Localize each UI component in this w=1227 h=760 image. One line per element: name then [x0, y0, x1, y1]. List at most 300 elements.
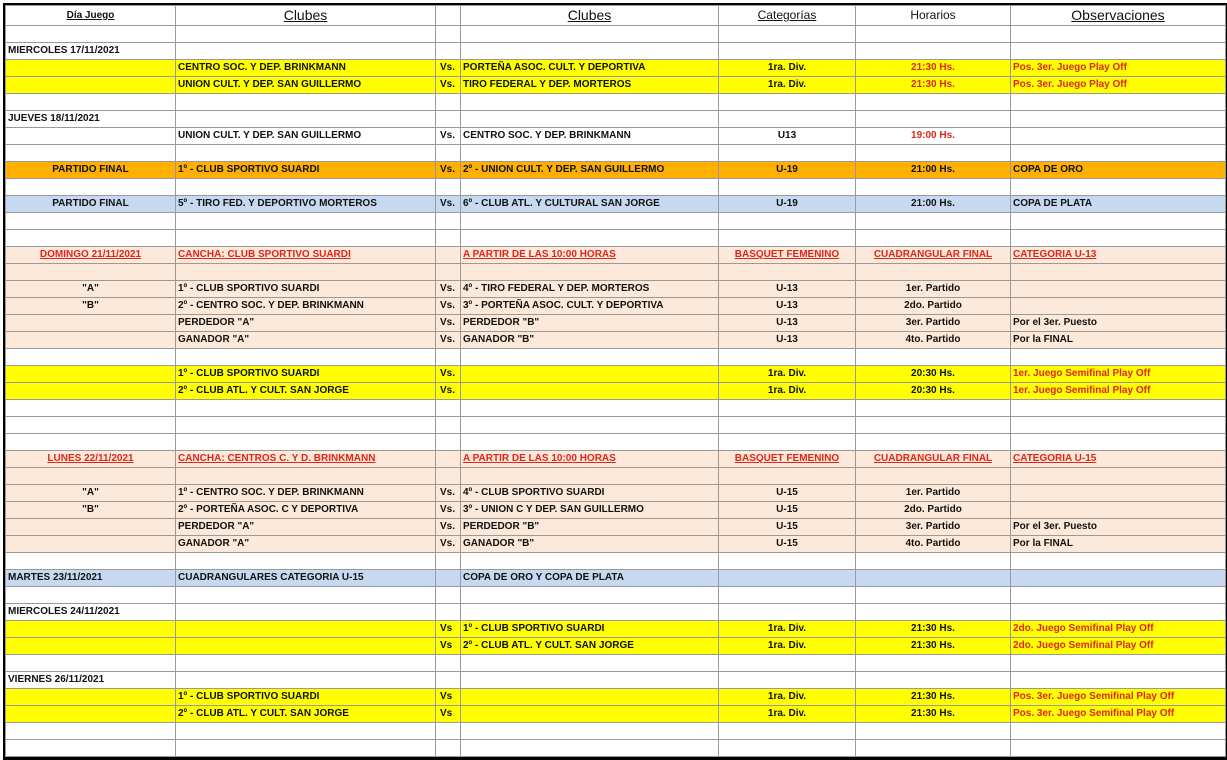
- table-row: [6, 230, 1226, 247]
- cell-horario: 4to. Partido: [856, 332, 1011, 349]
- cell-vs: [436, 230, 461, 247]
- cell-club-local: 1º - CLUB SPORTIVO SUARDI: [176, 281, 436, 298]
- cell-observacion: [1011, 230, 1226, 247]
- cell-club-visitante: CENTRO SOC. Y DEP. BRINKMANN: [461, 128, 719, 145]
- cell-vs: [436, 723, 461, 740]
- cell-categoria: [719, 213, 856, 230]
- cell-observacion: [1011, 502, 1226, 519]
- cell-club-visitante: [461, 94, 719, 111]
- cell-dia: [6, 587, 176, 604]
- cell-dia: [6, 689, 176, 706]
- cell-observacion: Por la FINAL: [1011, 332, 1226, 349]
- cell-categoria: [719, 672, 856, 689]
- table-row: [6, 723, 1226, 740]
- cell-club-visitante: [461, 587, 719, 604]
- cell-club-local: [176, 621, 436, 638]
- cell-vs: Vs.: [436, 281, 461, 298]
- cell-dia: [6, 366, 176, 383]
- cell-dia: [6, 536, 176, 553]
- cell-categoria: [719, 111, 856, 128]
- cell-vs: Vs: [436, 706, 461, 723]
- cell-horario: [856, 94, 1011, 111]
- cell-club-local: GANADOR "A": [176, 536, 436, 553]
- cell-categoria: [719, 145, 856, 162]
- cell-horario: [856, 213, 1011, 230]
- cell-categoria: [719, 553, 856, 570]
- cell-club-visitante: [461, 706, 719, 723]
- table-row: [6, 655, 1226, 672]
- cell-dia: [6, 264, 176, 281]
- cell-horario: 21:30 Hs.: [856, 77, 1011, 94]
- cell-observacion: Pos. 3er. Juego Play Off: [1011, 60, 1226, 77]
- cell-horario: [856, 400, 1011, 417]
- cell-dia: [6, 77, 176, 94]
- cell-horario: 2do. Partido: [856, 298, 1011, 315]
- cell-club-local: 1º - CLUB SPORTIVO SUARDI: [176, 689, 436, 706]
- cell-club-visitante: 4º - TIRO FEDERAL Y DEP. MORTEROS: [461, 281, 719, 298]
- cell-club-visitante: [461, 723, 719, 740]
- table-row: [6, 672, 1226, 689]
- cell-categoria: 1ra. Div.: [719, 621, 856, 638]
- cell-club-local: [176, 468, 436, 485]
- cell-vs: [436, 179, 461, 196]
- cell-club-local: [176, 604, 436, 621]
- schedule-sheet: [3, 3, 1227, 760]
- cell-horario: 1er. Partido: [856, 281, 1011, 298]
- cell-club-local: [176, 145, 436, 162]
- cell-horario: CUADRANGULAR FINAL: [856, 451, 1011, 468]
- cell-observacion: [1011, 604, 1226, 621]
- cell-club-local: 2º - PORTEÑA ASOC. C Y DEPORTIVA: [176, 502, 436, 519]
- cell-dia: [6, 383, 176, 400]
- cell-club-local: 2º - CLUB ATL. Y CULT. SAN JORGE: [176, 706, 436, 723]
- cell-horario: 3er. Partido: [856, 519, 1011, 536]
- cell-observacion: Pos. 3er. Juego Semifinal Play Off: [1011, 689, 1226, 706]
- table-row: [6, 366, 1226, 383]
- table-row: [6, 60, 1226, 77]
- cell-categoria: [719, 434, 856, 451]
- cell-vs: [436, 349, 461, 366]
- cell-club-local: [176, 723, 436, 740]
- cell-horario: [856, 43, 1011, 60]
- cell-categoria: [719, 740, 856, 757]
- cell-vs: [436, 264, 461, 281]
- cell-categoria: BASQUET FEMENINO: [719, 451, 856, 468]
- cell-categoria: [719, 264, 856, 281]
- cell-dia: LUNES 22/11/2021: [6, 451, 176, 468]
- cell-club-local: PERDEDOR "A": [176, 315, 436, 332]
- table-row: [6, 536, 1226, 553]
- cell-club-visitante: A PARTIR DE LAS 10:00 HORAS: [461, 247, 719, 264]
- cell-observacion: [1011, 213, 1226, 230]
- cell-categoria: U-13: [719, 281, 856, 298]
- cell-categoria: [719, 417, 856, 434]
- cell-dia: PARTIDO FINAL: [6, 162, 176, 179]
- cell-vs: [436, 740, 461, 757]
- cell-horario: [856, 179, 1011, 196]
- header-categorias: Categorías: [719, 6, 856, 26]
- cell-club-visitante: 4º - CLUB SPORTIVO SUARDI: [461, 485, 719, 502]
- cell-vs: Vs.: [436, 519, 461, 536]
- cell-club-local: PERDEDOR "A": [176, 519, 436, 536]
- cell-vs: Vs.: [436, 128, 461, 145]
- cell-horario: 20:30 Hs.: [856, 383, 1011, 400]
- cell-observacion: 2do. Juego Semifinal Play Off: [1011, 621, 1226, 638]
- cell-dia: [6, 723, 176, 740]
- cell-club-visitante: [461, 417, 719, 434]
- cell-vs: [436, 655, 461, 672]
- cell-observacion: CATEGORIA U-15: [1011, 451, 1226, 468]
- cell-horario: [856, 264, 1011, 281]
- cell-club-local: CANCHA: CENTROS C. Y D. BRINKMANN: [176, 451, 436, 468]
- cell-categoria: [719, 349, 856, 366]
- cell-observacion: [1011, 655, 1226, 672]
- table-row: [6, 26, 1226, 43]
- cell-categoria: [719, 723, 856, 740]
- cell-club-visitante: 2º - UNION CULT. Y DEP. SAN GUILLERMO: [461, 162, 719, 179]
- cell-dia: "B": [6, 502, 176, 519]
- table-row: [6, 638, 1226, 655]
- cell-club-visitante: [461, 400, 719, 417]
- cell-vs: [436, 434, 461, 451]
- cell-club-visitante: TIRO FEDERAL Y DEP. MORTEROS: [461, 77, 719, 94]
- cell-horario: [856, 230, 1011, 247]
- cell-dia: DOMINGO 21/11/2021: [6, 247, 176, 264]
- cell-club-local: 1º - CLUB SPORTIVO SUARDI: [176, 162, 436, 179]
- cell-categoria: U-15: [719, 502, 856, 519]
- cell-horario: [856, 604, 1011, 621]
- cell-club-local: [176, 672, 436, 689]
- cell-club-visitante: [461, 179, 719, 196]
- cell-horario: 2do. Partido: [856, 502, 1011, 519]
- cell-club-local: [176, 349, 436, 366]
- cell-dia: VIERNES 26/11/2021: [6, 672, 176, 689]
- table-row: [6, 43, 1226, 60]
- cell-horario: [856, 672, 1011, 689]
- cell-dia: [6, 621, 176, 638]
- cell-dia: "A": [6, 485, 176, 502]
- cell-club-visitante: [461, 468, 719, 485]
- cell-club-local: [176, 43, 436, 60]
- table-row: [6, 502, 1226, 519]
- cell-categoria: 1ra. Div.: [719, 77, 856, 94]
- header-dia-juego: Día Juego: [6, 6, 176, 26]
- cell-observacion: COPA DE PLATA: [1011, 196, 1226, 213]
- cell-club-visitante: [461, 383, 719, 400]
- table-row: [6, 706, 1226, 723]
- cell-club-local: [176, 434, 436, 451]
- cell-club-local: CENTRO SOC. Y DEP. BRINKMANN: [176, 60, 436, 77]
- cell-observacion: 1er. Juego Semifinal Play Off: [1011, 383, 1226, 400]
- table-row: [6, 451, 1226, 468]
- cell-categoria: [719, 604, 856, 621]
- cell-categoria: BASQUET FEMENINO: [719, 247, 856, 264]
- cell-club-local: [176, 111, 436, 128]
- cell-vs: [436, 94, 461, 111]
- table-row: [6, 434, 1226, 451]
- cell-observacion: [1011, 128, 1226, 145]
- cell-observacion: [1011, 94, 1226, 111]
- cell-dia: [6, 638, 176, 655]
- cell-horario: 3er. Partido: [856, 315, 1011, 332]
- cell-club-visitante: GANADOR "B": [461, 536, 719, 553]
- table-row: [6, 111, 1226, 128]
- cell-vs: Vs.: [436, 485, 461, 502]
- cell-horario: 21:00 Hs.: [856, 162, 1011, 179]
- cell-dia: MIERCOLES 24/11/2021: [6, 604, 176, 621]
- cell-observacion: [1011, 468, 1226, 485]
- table-row: [6, 315, 1226, 332]
- cell-dia: [6, 128, 176, 145]
- cell-observacion: [1011, 26, 1226, 43]
- cell-horario: [856, 349, 1011, 366]
- table-row: [6, 383, 1226, 400]
- cell-club-visitante: [461, 604, 719, 621]
- cell-club-visitante: [461, 230, 719, 247]
- cell-observacion: [1011, 281, 1226, 298]
- cell-dia: [6, 553, 176, 570]
- cell-dia: [6, 26, 176, 43]
- cell-categoria: U-15: [719, 536, 856, 553]
- cell-vs: Vs.: [436, 383, 461, 400]
- cell-observacion: [1011, 417, 1226, 434]
- cell-horario: 21:30 Hs.: [856, 706, 1011, 723]
- table-row: [6, 162, 1226, 179]
- cell-club-local: [176, 230, 436, 247]
- cell-observacion: [1011, 400, 1226, 417]
- cell-club-local: 1º - CENTRO SOC. Y DEP. BRINKMANN: [176, 485, 436, 502]
- cell-club-local: [176, 417, 436, 434]
- cell-club-local: [176, 213, 436, 230]
- cell-horario: CUADRANGULAR FINAL: [856, 247, 1011, 264]
- cell-observacion: [1011, 553, 1226, 570]
- cell-horario: [856, 417, 1011, 434]
- cell-categoria: [719, 587, 856, 604]
- cell-observacion: 2do. Juego Semifinal Play Off: [1011, 638, 1226, 655]
- cell-categoria: [719, 43, 856, 60]
- table-row: [6, 77, 1226, 94]
- cell-categoria: [719, 26, 856, 43]
- cell-club-visitante: 6º - CLUB ATL. Y CULTURAL SAN JORGE: [461, 196, 719, 213]
- table-row: [6, 621, 1226, 638]
- cell-horario: 21:00 Hs.: [856, 196, 1011, 213]
- header-observaciones: Observaciones: [1011, 6, 1226, 26]
- table-row: [6, 196, 1226, 213]
- cell-observacion: [1011, 740, 1226, 757]
- cell-observacion: [1011, 723, 1226, 740]
- cell-dia: [6, 179, 176, 196]
- cell-categoria: [719, 655, 856, 672]
- cell-dia: [6, 213, 176, 230]
- cell-club-local: CANCHA: CLUB SPORTIVO SUARDI: [176, 247, 436, 264]
- cell-vs: [436, 247, 461, 264]
- cell-club-local: CUADRANGULARES CATEGORIA U-15: [176, 570, 436, 587]
- cell-categoria: U-15: [719, 485, 856, 502]
- cell-club-visitante: [461, 349, 719, 366]
- cell-club-visitante: [461, 434, 719, 451]
- cell-horario: 21:30 Hs.: [856, 60, 1011, 77]
- cell-club-local: [176, 400, 436, 417]
- cell-categoria: [719, 230, 856, 247]
- cell-club-visitante: [461, 264, 719, 281]
- cell-categoria: 1ra. Div.: [719, 638, 856, 655]
- cell-dia: [6, 706, 176, 723]
- table-row: [6, 247, 1226, 264]
- table-row: [6, 570, 1226, 587]
- cell-horario: [856, 655, 1011, 672]
- cell-observacion: Pos. 3er. Juego Play Off: [1011, 77, 1226, 94]
- cell-dia: [6, 60, 176, 77]
- cell-vs: [436, 213, 461, 230]
- cell-club-visitante: 3º - PORTEÑA ASOC. CULT. Y DEPORTIVA: [461, 298, 719, 315]
- cell-club-visitante: GANADOR "B": [461, 332, 719, 349]
- cell-club-local: 5º - TIRO FED. Y DEPORTIVO MORTEROS: [176, 196, 436, 213]
- table-row: [6, 349, 1226, 366]
- table-row: [6, 94, 1226, 111]
- cell-categoria: U13: [719, 128, 856, 145]
- cell-club-local: 1º - CLUB SPORTIVO SUARDI: [176, 366, 436, 383]
- cell-horario: [856, 740, 1011, 757]
- table-row: [6, 400, 1226, 417]
- cell-vs: [436, 26, 461, 43]
- cell-observacion: Por el 3er. Puesto: [1011, 519, 1226, 536]
- cell-club-visitante: [461, 213, 719, 230]
- cell-dia: MARTES 23/11/2021: [6, 570, 176, 587]
- cell-vs: [436, 43, 461, 60]
- cell-observacion: [1011, 349, 1226, 366]
- cell-categoria: U-13: [719, 298, 856, 315]
- cell-categoria: U-19: [719, 196, 856, 213]
- header-row: [6, 6, 1226, 26]
- cell-observacion: [1011, 145, 1226, 162]
- table-row: [6, 587, 1226, 604]
- cell-vs: [436, 468, 461, 485]
- cell-horario: [856, 26, 1011, 43]
- cell-horario: 20:30 Hs.: [856, 366, 1011, 383]
- cell-categoria: [719, 179, 856, 196]
- cell-club-visitante: [461, 689, 719, 706]
- cell-club-visitante: 1º - CLUB SPORTIVO SUARDI: [461, 621, 719, 638]
- cell-vs: [436, 604, 461, 621]
- cell-horario: [856, 570, 1011, 587]
- cell-vs: Vs: [436, 638, 461, 655]
- cell-dia: [6, 434, 176, 451]
- cell-horario: [856, 553, 1011, 570]
- table-row: [6, 179, 1226, 196]
- cell-observacion: [1011, 587, 1226, 604]
- table-row: [6, 332, 1226, 349]
- cell-club-local: [176, 553, 436, 570]
- cell-club-local: [176, 587, 436, 604]
- cell-vs: Vs.: [436, 536, 461, 553]
- cell-club-visitante: PORTEÑA ASOC. CULT. Y DEPORTIVA: [461, 60, 719, 77]
- cell-club-local: [176, 179, 436, 196]
- cell-dia: [6, 400, 176, 417]
- cell-club-visitante: [461, 366, 719, 383]
- cell-categoria: [719, 468, 856, 485]
- cell-vs: [436, 672, 461, 689]
- cell-horario: [856, 111, 1011, 128]
- cell-vs: Vs: [436, 689, 461, 706]
- cell-vs: Vs.: [436, 502, 461, 519]
- cell-observacion: [1011, 570, 1226, 587]
- cell-club-local: UNION CULT. Y DEP. SAN GUILLERMO: [176, 77, 436, 94]
- cell-categoria: U-19: [719, 162, 856, 179]
- cell-dia: "B": [6, 298, 176, 315]
- cell-horario: 19:00 Hs.: [856, 128, 1011, 145]
- cell-vs: [436, 451, 461, 468]
- cell-club-local: [176, 94, 436, 111]
- cell-club-visitante: 3º - UNION C Y DEP. SAN GUILLERMO: [461, 502, 719, 519]
- cell-club-visitante: [461, 145, 719, 162]
- header-vs-spacer: [436, 6, 461, 26]
- cell-categoria: 1ra. Div.: [719, 383, 856, 400]
- cell-categoria: [719, 400, 856, 417]
- cell-observacion: [1011, 264, 1226, 281]
- cell-club-local: [176, 26, 436, 43]
- cell-club-visitante: COPA DE ORO Y COPA DE PLATA: [461, 570, 719, 587]
- cell-club-visitante: 2º - CLUB ATL. Y CULT. SAN JORGE: [461, 638, 719, 655]
- cell-club-local: [176, 655, 436, 672]
- cell-horario: [856, 434, 1011, 451]
- cell-dia: "A": [6, 281, 176, 298]
- cell-observacion: Pos. 3er. Juego Semifinal Play Off: [1011, 706, 1226, 723]
- cell-dia: PARTIDO FINAL: [6, 196, 176, 213]
- table-row: [6, 553, 1226, 570]
- cell-vs: [436, 553, 461, 570]
- cell-horario: [856, 468, 1011, 485]
- cell-club-local: [176, 638, 436, 655]
- cell-observacion: [1011, 672, 1226, 689]
- cell-club-local: 2º - CENTRO SOC. Y DEP. BRINKMANN: [176, 298, 436, 315]
- cell-observacion: [1011, 179, 1226, 196]
- cell-vs: [436, 400, 461, 417]
- cell-vs: [436, 111, 461, 128]
- cell-dia: [6, 519, 176, 536]
- cell-club-local: GANADOR "A": [176, 332, 436, 349]
- table-row: [6, 213, 1226, 230]
- cell-vs: Vs.: [436, 366, 461, 383]
- table-row: [6, 281, 1226, 298]
- cell-observacion: COPA DE ORO: [1011, 162, 1226, 179]
- header-clubes-visitante: Clubes: [461, 6, 719, 26]
- cell-club-visitante: [461, 111, 719, 128]
- cell-dia: JUEVES 18/11/2021: [6, 111, 176, 128]
- cell-categoria: U-13: [719, 315, 856, 332]
- cell-observacion: [1011, 434, 1226, 451]
- cell-vs: Vs.: [436, 315, 461, 332]
- cell-observacion: [1011, 111, 1226, 128]
- cell-categoria: 1ra. Div.: [719, 60, 856, 77]
- cell-club-visitante: [461, 672, 719, 689]
- cell-vs: Vs.: [436, 332, 461, 349]
- table-row: [6, 604, 1226, 621]
- cell-vs: Vs.: [436, 77, 461, 94]
- cell-horario: 1er. Partido: [856, 485, 1011, 502]
- cell-dia: [6, 94, 176, 111]
- cell-dia: [6, 315, 176, 332]
- table-row: [6, 145, 1226, 162]
- cell-club-visitante: [461, 655, 719, 672]
- cell-categoria: 1ra. Div.: [719, 689, 856, 706]
- cell-horario: [856, 587, 1011, 604]
- cell-vs: [436, 417, 461, 434]
- cell-dia: [6, 332, 176, 349]
- table-row: [6, 417, 1226, 434]
- cell-observacion: Por la FINAL: [1011, 536, 1226, 553]
- cell-vs: [436, 145, 461, 162]
- cell-vs: [436, 570, 461, 587]
